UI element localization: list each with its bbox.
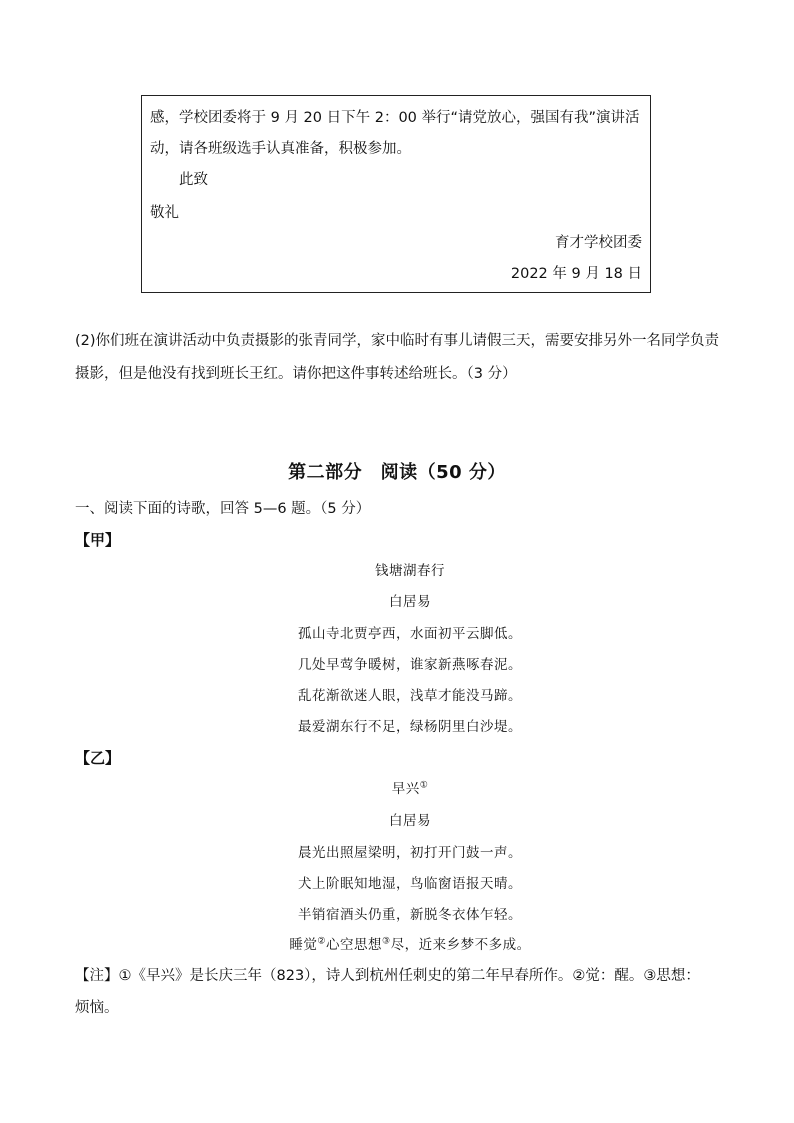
notice-salutation: 此致	[179, 172, 208, 188]
poem-b-last-line-part-1: 睡觉	[289, 937, 318, 953]
poem-a-line: 孤山寺北贾亭西，水面初平云脚低。	[298, 626, 522, 642]
poem-a-title: 钱塘湖春行	[375, 563, 445, 579]
poem-b-line: 半销宿酒头仍重，新脱冬衣体乍轻。	[298, 907, 522, 923]
notice-box	[141, 95, 651, 293]
poem-b-label: 【乙】	[75, 749, 121, 767]
footnote-mark-3: ③	[382, 936, 391, 947]
poem-b-line: 晨光出照屋梁明，初打开门鼓一声。	[298, 845, 522, 861]
poem-a-line: 几处早莺争暖树，谁家新燕啄春泥。	[298, 657, 522, 673]
notice-signature: 育才学校团委	[555, 235, 642, 251]
note-line-1: 【注】①《早兴》是长庆三年（823），诗人到杭州任刺史的第二年早春所作。②觉：醒。③思想：	[75, 968, 700, 984]
poem-a-label: 【甲】	[75, 531, 121, 549]
notice-regards: 敬礼	[150, 205, 179, 221]
notice-date: 2022 年 9 月 18 日	[510, 266, 642, 282]
footnote-mark-1: ①	[419, 780, 429, 791]
reading-instruction: 一、阅读下面的诗歌，回答 5—6 题。（5 分）	[75, 501, 371, 517]
poem-a-line: 乱花渐欲迷人眼，浅草才能没马蹄。	[298, 688, 522, 704]
poem-b-title-row	[0, 780, 794, 798]
question-2-line-1: (2)你们班在演讲活动中负责摄影的张青同学，家中临时有事儿请假三天，需要安排另外一名同学负责	[75, 333, 720, 349]
poem-b-author: 白居易	[389, 813, 431, 829]
notice-line-1: 感，学校团委将于 9 月 20 日下午 2：00 举行“请党放心，强国有我”演讲活	[150, 110, 640, 126]
footnote-mark-2: ②	[317, 936, 326, 947]
notice-line-2: 动，请各班级选手认真准备，积极参加。	[150, 141, 411, 157]
section-title: 第二部分 阅读（50 分）	[288, 462, 506, 483]
poem-a-author: 白居易	[389, 594, 431, 610]
note-line-2: 烦恼。	[75, 1000, 119, 1016]
poem-b-line: 犬上阶眠知地湿，鸟临窗语报天晴。	[298, 876, 522, 892]
poem-b-title: 早兴	[391, 781, 420, 797]
poem-b-last-line	[0, 936, 794, 954]
question-2-line-2: 摄影，但是他没有找到班长王红。请你把这件事转述给班长。（3 分）	[75, 366, 517, 382]
poem-b-last-line-part-2: 心空思想	[326, 937, 382, 953]
poem-a-line: 最爱湖东行不足，绿杨阴里白沙堤。	[298, 719, 522, 735]
poem-b-last-line-part-3: 尽，近来乡梦不多成。	[390, 937, 531, 953]
